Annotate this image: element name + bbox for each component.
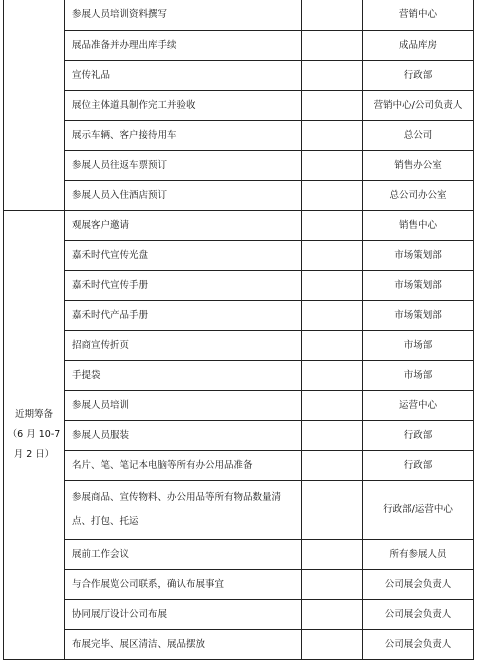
table-row: [4, 31, 474, 61]
blank-cell: [302, 391, 363, 421]
task-cell: 协同展厅设计公司布展: [65, 600, 302, 630]
phase-date-end: 月 2 日）: [13, 449, 55, 460]
owner-cell: 销售中心: [363, 211, 474, 241]
task-line: 点、打包、托运: [72, 516, 139, 527]
table-row: [4, 361, 474, 391]
task-cell: 宣传礼品: [65, 61, 302, 91]
table-row: [4, 391, 474, 421]
table-row: [4, 61, 474, 91]
blank-cell: [302, 570, 363, 600]
blank-cell: [302, 211, 363, 241]
owner-cell: 市场策划部: [363, 241, 474, 271]
owner-cell: 公司展会负责人: [363, 600, 474, 630]
blank-cell: [302, 241, 363, 271]
task-cell: 参展人员培训: [65, 391, 302, 421]
owner-cell: 所有参展人员: [363, 540, 474, 570]
table-row: [4, 421, 474, 451]
task-cell: 与合作展览公司联系，确认布展事宜: [65, 570, 302, 600]
table-row: [4, 301, 474, 331]
blank-cell: [302, 121, 363, 151]
task-cell: 展前工作会议: [65, 540, 302, 570]
owner-cell: 成品库房: [363, 31, 474, 61]
blank-cell: [302, 630, 363, 660]
owner-cell: 公司展会负责人: [363, 570, 474, 600]
owner-cell: 总公司办公室: [363, 181, 474, 211]
task-cell: 嘉禾时代宣传光盘: [65, 241, 302, 271]
task-cell: 布展完毕、展区清洁、展品摆放: [65, 630, 302, 660]
task-cell: 观展客户邀请: [65, 211, 302, 241]
task-cell: 手提袋: [65, 361, 302, 391]
schedule-table: [3, 0, 474, 660]
table-row: [4, 0, 474, 31]
task-cell: [65, 481, 302, 540]
task-cell: 参展人员入住酒店预订: [65, 181, 302, 211]
table-row: [4, 331, 474, 361]
blank-cell: [302, 451, 363, 481]
blank-cell: [302, 91, 363, 121]
phase-cell-previous: [4, 0, 65, 211]
phase-cell: [4, 211, 65, 660]
table-row: [4, 540, 474, 570]
task-cell: 参展人员往返车票预订: [65, 151, 302, 181]
blank-cell: [302, 600, 363, 630]
task-cell: 招商宣传折页: [65, 331, 302, 361]
table-row: [4, 121, 474, 151]
phase-date-start: （6 月 10-7: [7, 429, 61, 440]
blank-cell: [302, 540, 363, 570]
owner-cell: 市场策划部: [363, 271, 474, 301]
task-cell: 展品准备并办理出库手续: [65, 31, 302, 61]
task-cell: 名片、笔、笔记本电脑等所有办公用品准备: [65, 451, 302, 481]
blank-cell: [302, 301, 363, 331]
blank-cell: [302, 271, 363, 301]
owner-cell: 行政部/运营中心: [363, 481, 474, 540]
task-cell: 嘉禾时代产品手册: [65, 301, 302, 331]
table-row: [4, 271, 474, 301]
phase-title: 近期筹备: [14, 409, 53, 420]
owner-cell: 营销中心/公司负责人: [363, 91, 474, 121]
table-row: [4, 241, 474, 271]
blank-cell: [302, 0, 363, 31]
blank-cell: [302, 151, 363, 181]
table-row: [4, 451, 474, 481]
task-cell: 参展人员服装: [65, 421, 302, 451]
owner-cell: 运营中心: [363, 391, 474, 421]
table-row: [4, 91, 474, 121]
blank-cell: [302, 61, 363, 91]
blank-cell: [302, 421, 363, 451]
owner-cell: 销售办公室: [363, 151, 474, 181]
task-cell: 参展人员培训资料撰写: [65, 0, 302, 31]
table-row: [4, 151, 474, 181]
owner-cell: 营销中心: [363, 0, 474, 31]
owner-cell: 行政部: [363, 61, 474, 91]
table-row: [4, 211, 474, 241]
table-row: [4, 600, 474, 630]
table-row: [4, 630, 474, 660]
owner-cell: 市场部: [363, 361, 474, 391]
owner-cell: 总公司: [363, 121, 474, 151]
task-line: 参展商品、宣传物料、办公用品等所有物品数量清: [72, 492, 282, 503]
blank-cell: [302, 181, 363, 211]
owner-cell: 市场策划部: [363, 301, 474, 331]
blank-cell: [302, 481, 363, 540]
blank-cell: [302, 361, 363, 391]
task-cell: 嘉禾时代宣传手册: [65, 271, 302, 301]
table-row: [4, 181, 474, 211]
owner-cell: 行政部: [363, 421, 474, 451]
blank-cell: [302, 31, 363, 61]
task-cell: 展位主体道具制作完工并验收: [65, 91, 302, 121]
owner-cell: 公司展会负责人: [363, 630, 474, 660]
task-cell: 展示车辆、客户接待用车: [65, 121, 302, 151]
table-row: [4, 570, 474, 600]
owner-cell: 市场部: [363, 331, 474, 361]
table-row: [4, 481, 474, 540]
blank-cell: [302, 331, 363, 361]
owner-cell: 行政部: [363, 451, 474, 481]
